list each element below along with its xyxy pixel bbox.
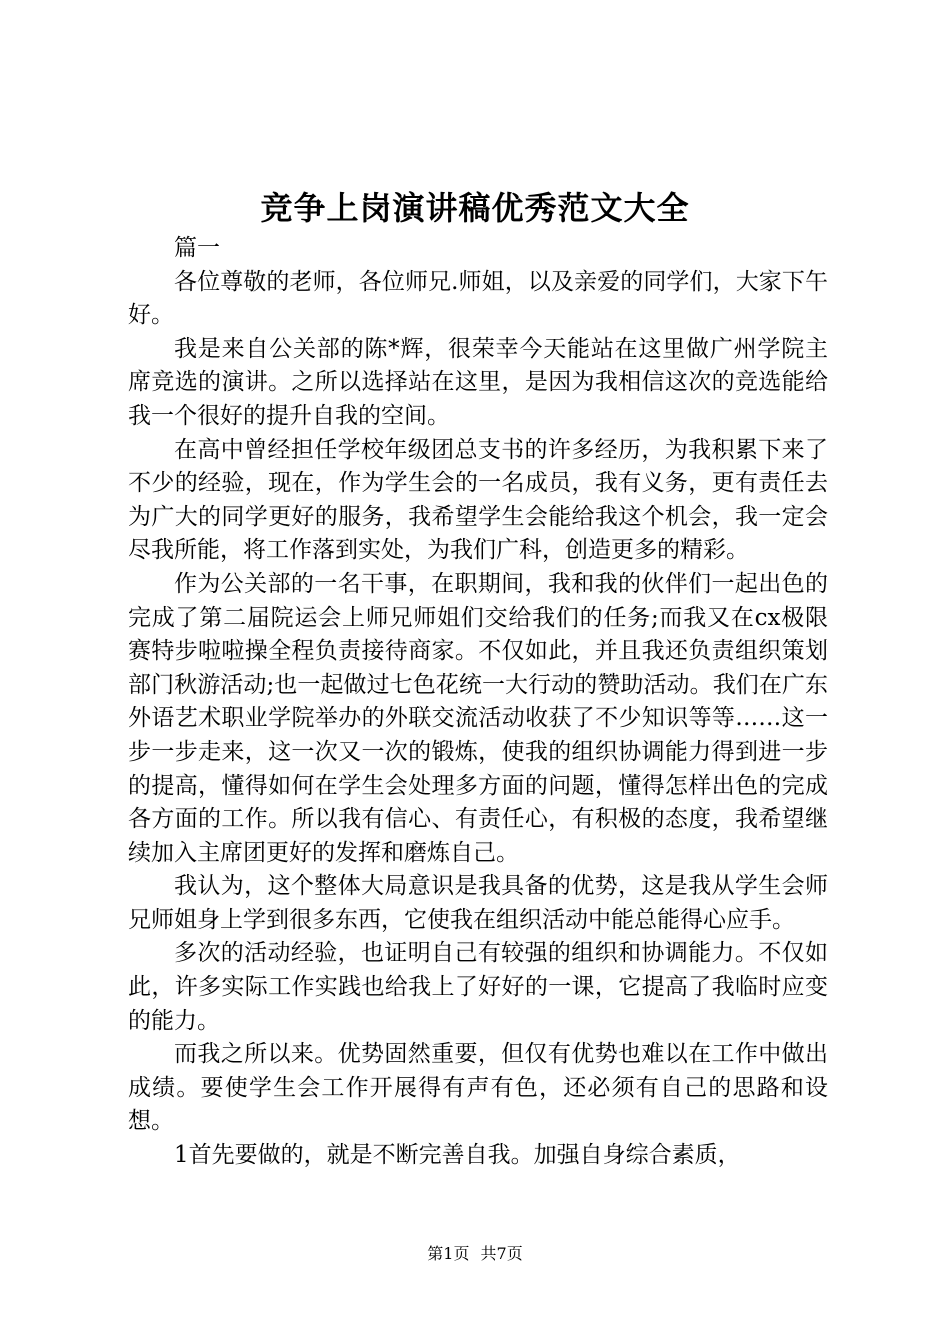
paragraph: 多次的活动经验，也证明自己有较强的组织和协调能力。不仅如此，许多实际工作实践也给我上了好好的一课，它提高了我临时应变的能力。	[128, 940, 828, 1034]
paragraph: 我是来自公关部的陈*辉，很荣幸今天能站在这里做广州学院主席竞选的演讲。之所以选择站在这里，是因为我相信这次的竞选能给我一个很好的提升自我的空间。	[128, 335, 828, 429]
paragraph: 作为公关部的一名干事，在职期间，我和我的伙伴们一起出色的完成了第二届院运会上师兄师姐们交给我们的任务;而我又在cx极限赛特步啦啦操全程负责接待商家。不仅如此，并且我还负责组织策划部门秋游活动;也一起做过七色花统一大行动的赞助活动。我们在广东外语艺术职业学院举办的外联交流活动收获了不少知识等等……这一步一步走来，这一次又一次的锻炼，使我的组织协调能力得到进一步的提高，懂得如何在学生会处理多方面的问题，懂得怎样出色的完成各方面的工作。所以我有信心、有责任心，有积极的态度，我希望继续加入主席团更好的发挥和磨炼自己。	[128, 570, 828, 866]
document-title: 竞争上岗演讲稿优秀范文大全	[260, 189, 690, 227]
paragraph: 各位尊敬的老师，各位师兄.师姐，以及亲爱的同学们，大家下午好。	[128, 268, 828, 329]
paragraph: 1首先要做的，就是不断完善自我。加强自身综合素质，	[174, 1142, 741, 1169]
paragraph: 而我之所以来。优势固然重要，但仅有优势也难以在工作中做出成绩。要使学生会工作开展得有声有色，还必须有自己的思路和设想。	[128, 1041, 828, 1135]
page-footer	[0, 1244, 950, 1264]
paragraph: 在高中曾经担任学校年级团总支书的许多经历，为我积累下来了不少的经验，现在，作为学生会的一名成员，我有义务，更有责任去为广大的同学更好的服务，我希望学生会能给我这个机会，我一定会尽我所能，将工作落到实处，为我们广科，创造更多的精彩。	[128, 436, 828, 564]
paragraph: 篇一	[174, 235, 220, 261]
paragraph: 我认为，这个整体大局意识是我具备的优势，这是我从学生会师兄师姐身上学到很多东西，它使我在组织活动中能总能得心应手。	[128, 873, 828, 933]
document-body	[128, 232, 828, 1173]
page-total: 共7页	[480, 1244, 523, 1263]
page-number: 第1页	[427, 1244, 470, 1263]
